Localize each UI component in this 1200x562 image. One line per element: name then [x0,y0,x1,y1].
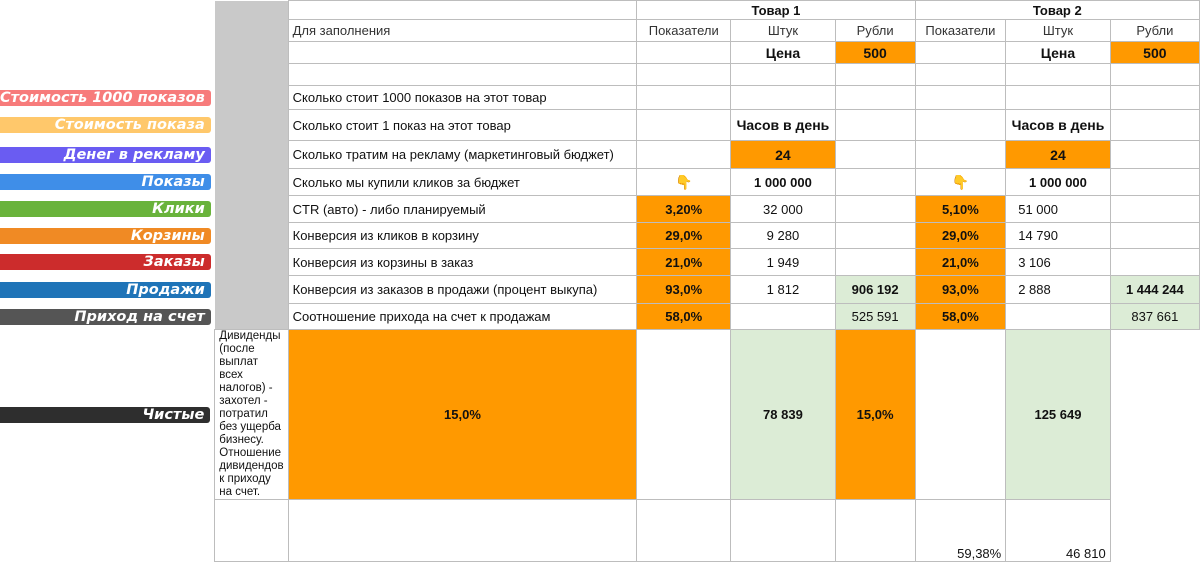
net-rubles-2: 125 649 [1006,330,1111,500]
desc-carts: Конверсия из кликов в корзину [288,223,637,249]
orders-percent-2[interactable]: 21,0% [915,249,1006,276]
cell[interactable] [637,141,731,169]
hours-label-1: Часов в день [731,110,836,141]
cell[interactable] [1110,141,1199,169]
cell[interactable] [731,500,836,562]
desc-net: Дивиденды (после выплат всех налогов) - захотел - потратил без ущерба бизнесу. Отношение дивидендов к приходу на счет. [215,330,288,500]
cell[interactable] [1006,304,1111,330]
col-units-2: Штук [1006,20,1111,42]
orders-units-2: 3 106 [1006,249,1111,276]
cell[interactable] [835,86,915,110]
cell[interactable] [1110,86,1199,110]
cell[interactable] [835,223,915,249]
column-divider [215,1,288,330]
price-input-1[interactable]: 500 [835,42,915,64]
net-rubles-1: 78 839 [731,330,836,500]
price-input-2[interactable]: 500 [1110,42,1199,64]
income-rubles-2: 837 661 [1110,304,1199,330]
cell[interactable] [637,330,731,500]
cell[interactable] [1110,110,1199,141]
hours-input-2[interactable]: 24 [1006,141,1111,169]
cell[interactable] [1110,249,1199,276]
fill-label: Для заполнения [288,20,637,42]
cell[interactable] [288,42,637,64]
cell[interactable] [915,86,1006,110]
cell[interactable] [835,169,915,196]
cell[interactable] [835,196,915,223]
sales-units-2: 2 888 [1006,276,1111,304]
sales-percent-2[interactable]: 93,0% [915,276,1006,304]
cell[interactable] [835,500,915,562]
clicks-units-1: 32 000 [731,196,836,223]
blank-label [0,20,215,42]
cell[interactable] [731,64,836,86]
cell[interactable] [1110,196,1199,223]
shows-units-1: 1 000 000 [731,169,836,196]
metric-label-clicks: Клики [0,196,215,223]
cell[interactable] [1110,223,1199,249]
cell[interactable] [835,64,915,86]
clicks-percent-1[interactable]: 3,20% [637,196,731,223]
cell[interactable] [835,110,915,141]
desc-clicks: CTR (авто) - либо планируемый [288,196,637,223]
cell[interactable] [915,110,1006,141]
desc-cost1000: Сколько стоит 1000 показов на этот товар [288,86,637,110]
hours-label-2: Часов в день [1006,110,1111,141]
hours-input-1[interactable]: 24 [731,141,836,169]
cell[interactable] [637,64,731,86]
desc-cost-show: Сколько стоит 1 показ на этот товар [288,110,637,141]
blank-label [0,500,215,562]
cell[interactable] [288,1,637,20]
orders-percent-1[interactable]: 21,0% [637,249,731,276]
metric-label-cost-show: Стоимость показа [0,110,215,141]
col-rubles-1: Рубли [835,20,915,42]
col-indicators-2: Показатели [915,20,1006,42]
orders-units-1: 1 949 [731,249,836,276]
pointing-down-icon: 👇 [915,169,1006,196]
cell[interactable] [637,86,731,110]
income-rubles-1: 525 591 [835,304,915,330]
cell[interactable] [288,64,637,86]
metric-label-sales: Продажи [0,276,215,304]
metric-label-income: Приход на счет [0,304,215,330]
metric-label-cost1000: Стоимость 1000 показов [0,86,215,110]
cell[interactable] [835,141,915,169]
metric-label-carts: Корзины [0,223,215,249]
cell[interactable] [915,141,1006,169]
cell[interactable] [915,42,1006,64]
cell[interactable] [288,500,637,562]
price-label-1: Цена [731,42,836,64]
cell[interactable] [1110,169,1199,196]
blank-label [0,64,215,86]
price-label-2: Цена [1006,42,1111,64]
cell[interactable] [637,110,731,141]
footer-percent: 59,38% [915,500,1006,562]
desc-ad-budget: Сколько тратим на рекламу (маркетинговый бюджет) [288,141,637,169]
metric-label-orders: Заказы [0,249,215,276]
product2-header: Товар 2 [915,1,1199,20]
col-units-1: Штук [731,20,836,42]
desc-sales: Конверсия из заказов в продажи (процент выкупа) [288,276,637,304]
desc-orders: Конверсия из корзины в заказ [288,249,637,276]
cell[interactable] [637,500,731,562]
cell[interactable] [1110,64,1199,86]
cell[interactable] [915,64,1006,86]
desc-income: Соотношение прихода на счет к продажам [288,304,637,330]
income-percent-2[interactable]: 58,0% [915,304,1006,330]
net-percent-1[interactable]: 15,0% [288,330,637,500]
income-percent-1[interactable]: 58,0% [637,304,731,330]
carts-units-2: 14 790 [1006,223,1111,249]
cell[interactable] [915,330,1006,500]
carts-units-1: 9 280 [731,223,836,249]
blank-label [0,42,215,64]
clicks-percent-2[interactable]: 5,10% [915,196,1006,223]
blank-label [0,1,215,20]
col-rubles-2: Рубли [1110,20,1199,42]
cell[interactable] [1006,64,1111,86]
product1-header: Товар 1 [637,1,915,20]
pointing-down-icon: 👇 [637,169,731,196]
metric-label-shows: Показы [0,169,215,196]
sales-percent-1[interactable]: 93,0% [637,276,731,304]
carts-percent-2[interactable]: 29,0% [915,223,1006,249]
cell[interactable] [731,86,836,110]
footer-amount: 46 810 [1006,500,1111,562]
cell[interactable] [835,249,915,276]
sales-units-1: 1 812 [731,276,836,304]
carts-percent-1[interactable]: 29,0% [637,223,731,249]
col-indicators-1: Показатели [637,20,731,42]
cell[interactable] [731,304,836,330]
shows-units-2: 1 000 000 [1006,169,1111,196]
desc-shows: Сколько мы купили кликов за бюджет [288,169,637,196]
sales-rubles-1: 906 192 [835,276,915,304]
clicks-units-2: 51 000 [1006,196,1111,223]
net-percent-2[interactable]: 15,0% [835,330,915,500]
cell[interactable] [637,42,731,64]
cell[interactable] [215,500,288,562]
sales-rubles-2: 1 444 244 [1110,276,1199,304]
cell[interactable] [1006,86,1111,110]
metric-label-net: Чистые [0,330,215,500]
metric-label-ad-budget: Денег в рекламу [0,141,215,169]
